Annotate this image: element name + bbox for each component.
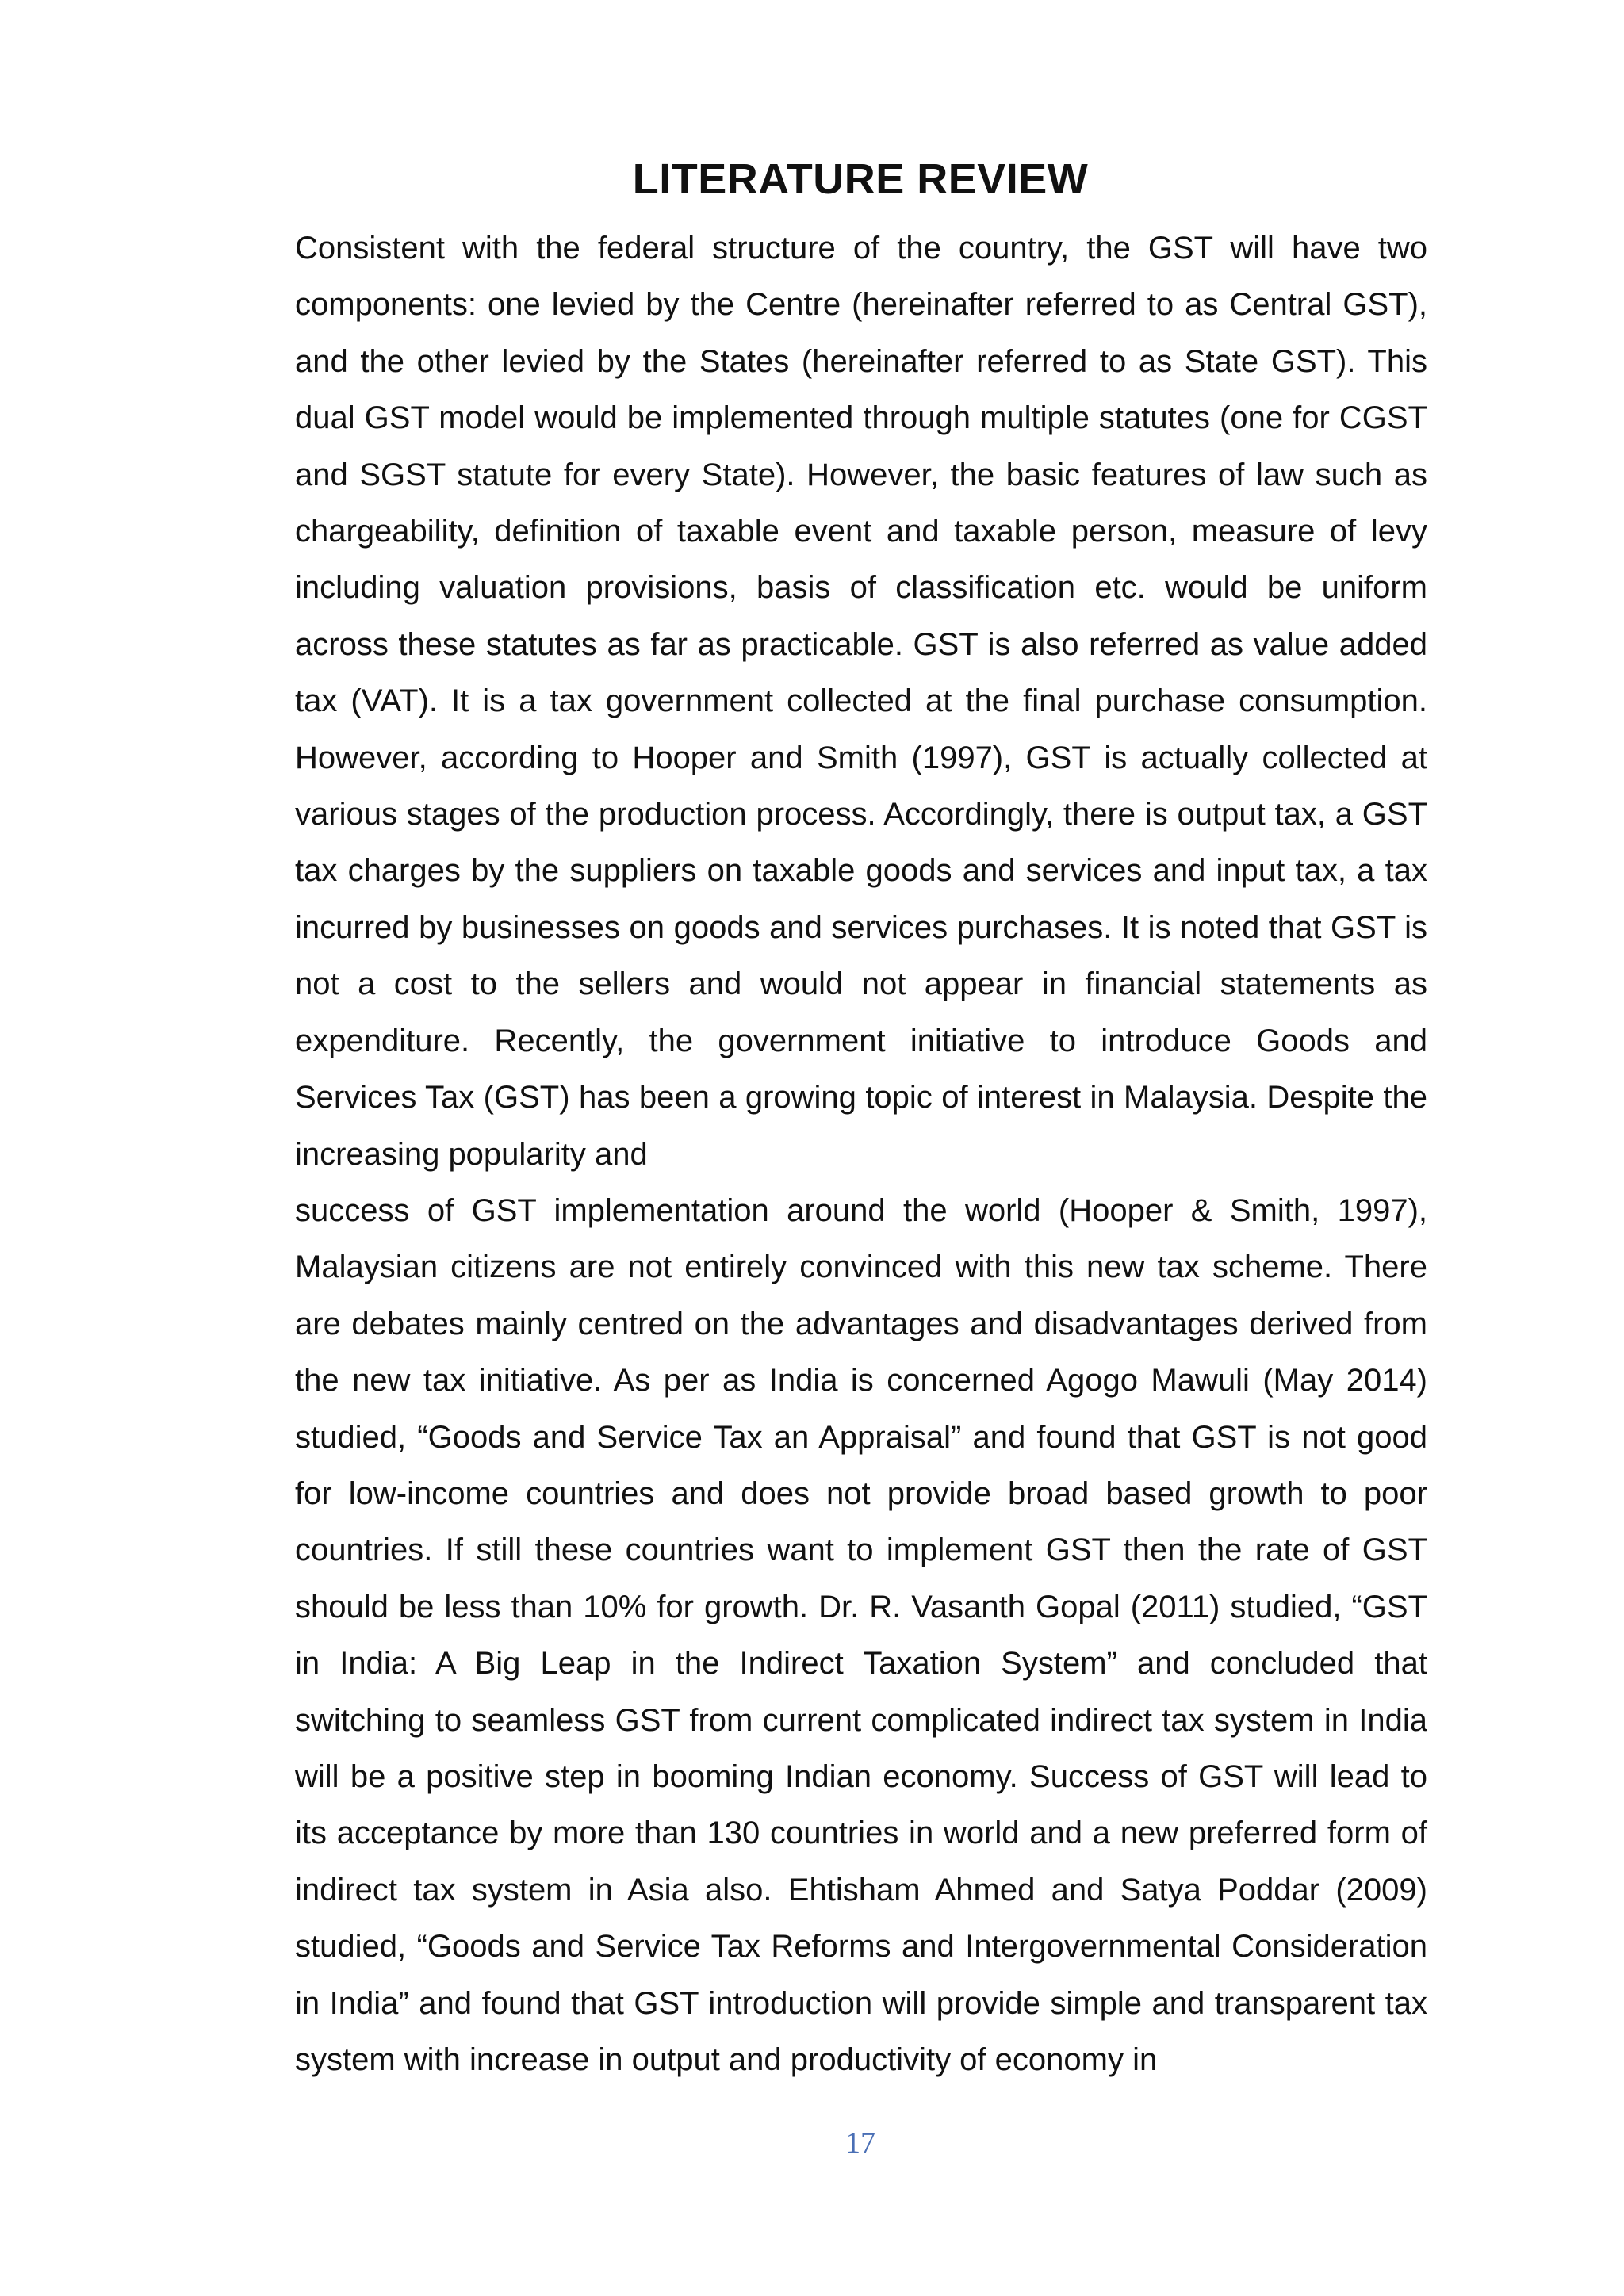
page-number: 17 [845, 2126, 875, 2160]
paragraph-1: Consistent with the federal structure of the country, the GST will have two components: one levied by the Centre (hereinafter referred to as Central GST), and the other levied by the States (hereinafter referred to as State GST). This dual GST model would be implemented through multiple statutes (one for CGST and SGST statute for every State). However, the basic features of law such as chargeability, definition of taxable event and taxable person, measure of levy including valuation provisions, basis of classification etc. would be uniform across these statutes as far as practicable. GST is also referred as value added tax (VAT). It is a tax government collected at the final purchase consumption. However, according to Hooper and Smith (1997), GST is actually collected at various stages of the production process. Accordingly, there is output tax, a GST tax charges by the suppliers on taxable goods and services and input tax, a tax incurred by businesses on goods and services purchases. It is noted that GST is not a cost to the sellers and would not appear in financial statements as expenditure. Recently, the government initiative to introduce Goods and Services Tax (GST) has been a growing topic of interest in Malaysia. Despite the increasing popularity and [295, 231, 1427, 1172]
paragraph-2: success of GST implementation around the world (Hooper & Smith, 1997), Malaysian citizens are not entirely convinced with this new tax scheme. There are debates mainly centred on the advantages and disadvantages derived from the new tax initiative. As per as India is concerned Agogo Mawuli (May 2014) studied, “Goods and Service Tax an Appraisal” and found that GST is not good for low-income countries and does not provide broad based growth to poor countries. If still these countries want to implement GST then the rate of GST should be less than 10% for growth. Dr. R. Vasanth Gopal (2011) studied, “GST in India: A Big Leap in the Indirect Taxation System” and concluded that switching to seamless GST from current complicated indirect tax system in India will be a positive step in booming Indian economy. Success of GST will lead to its acceptance by more than 130 countries in world and a new preferred form of indirect tax system in Asia also. Ehtisham Ahmed and Satya Poddar (2009) studied, “Goods and Service Tax Reforms and Intergovernmental Consideration in India” and found that GST introduction will provide simple and transparent tax system with increase in output and productivity of economy in [295, 1192, 1427, 2077]
page-title: LITERATURE REVIEW [632, 155, 1089, 203]
body-text [295, 220, 1427, 2088]
